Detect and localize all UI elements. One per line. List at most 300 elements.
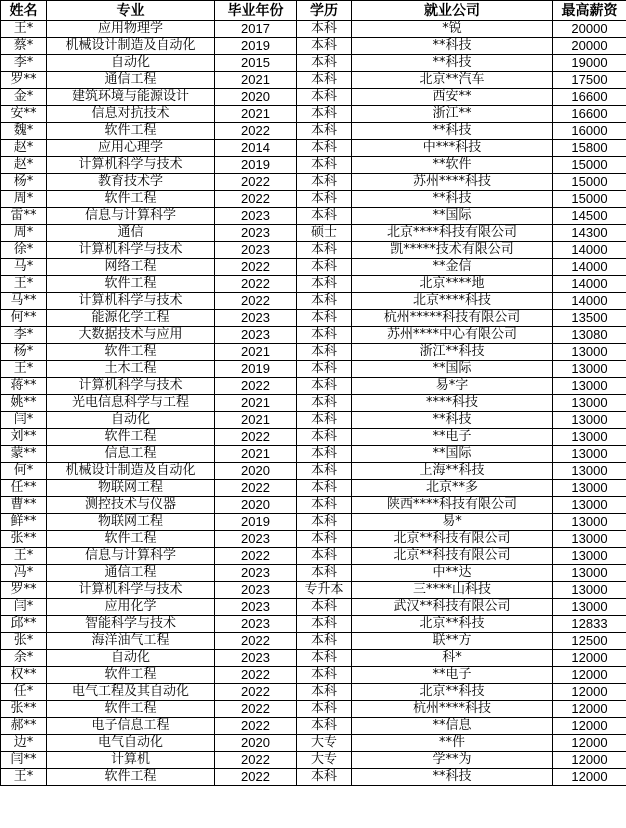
cell-major[interactable]: 软件工程 xyxy=(47,123,215,140)
cell-degree[interactable]: 本科 xyxy=(297,531,352,548)
table-row xyxy=(1,752,626,769)
cell-name[interactable]: 雷** xyxy=(1,208,47,225)
cell-graduation-year[interactable]: 2023 xyxy=(215,531,297,548)
cell-salary[interactable]: 14500 xyxy=(553,208,626,225)
cell-graduation-year[interactable]: 2023 xyxy=(215,225,297,242)
cell-company[interactable]: **电子 xyxy=(352,667,553,684)
cell-graduation-year[interactable]: 2022 xyxy=(215,667,297,684)
cell-company[interactable]: 易* xyxy=(352,514,553,531)
cell-salary[interactable]: 13000 xyxy=(553,599,626,616)
cell-salary[interactable]: 13000 xyxy=(553,463,626,480)
cell-company[interactable]: 北京****科技 xyxy=(352,293,553,310)
cell-major[interactable]: 计算机科学与技术 xyxy=(47,157,215,174)
cell-salary[interactable]: 12000 xyxy=(553,667,626,684)
cell-company[interactable]: 中**达 xyxy=(352,565,553,582)
cell-graduation-year[interactable]: 2020 xyxy=(215,89,297,106)
cell-major[interactable]: 软件工程 xyxy=(47,701,215,718)
cell-degree[interactable]: 专升本 xyxy=(297,582,352,599)
cell-degree[interactable]: 本科 xyxy=(297,565,352,582)
table-row xyxy=(1,38,626,55)
cell-graduation-year[interactable]: 2023 xyxy=(215,616,297,633)
cell-company[interactable]: 武汉**科技有限公司 xyxy=(352,599,553,616)
cell-major[interactable]: 智能科学与技术 xyxy=(47,616,215,633)
cell-company[interactable]: 北京**科技 xyxy=(352,616,553,633)
cell-name[interactable]: 任* xyxy=(1,684,47,701)
cell-company[interactable]: 上海**科技 xyxy=(352,463,553,480)
cell-degree[interactable]: 本科 xyxy=(297,412,352,429)
cell-degree[interactable]: 硕士 xyxy=(297,225,352,242)
cell-degree[interactable]: 大专 xyxy=(297,735,352,752)
header-salary[interactable]: 最高薪资 xyxy=(553,1,626,21)
cell-company[interactable]: 中***科技 xyxy=(352,140,553,157)
cell-name[interactable]: 李* xyxy=(1,55,47,72)
cell-major[interactable]: 计算机科学与技术 xyxy=(47,293,215,310)
cell-company[interactable]: 北京**多 xyxy=(352,480,553,497)
cell-degree[interactable]: 本科 xyxy=(297,769,352,786)
cell-salary[interactable]: 13000 xyxy=(553,395,626,412)
cell-major[interactable]: 信息与计算科学 xyxy=(47,208,215,225)
cell-company[interactable]: 凯*****技术有限公司 xyxy=(352,242,553,259)
cell-salary[interactable]: 13000 xyxy=(553,344,626,361)
cell-name[interactable]: 马* xyxy=(1,259,47,276)
cell-name[interactable]: 王* xyxy=(1,21,47,38)
cell-name[interactable]: 曹** xyxy=(1,497,47,514)
cell-major[interactable]: 土木工程 xyxy=(47,361,215,378)
header-major[interactable]: 专业 xyxy=(47,1,215,21)
cell-graduation-year[interactable]: 2020 xyxy=(215,463,297,480)
cell-salary[interactable]: 20000 xyxy=(553,38,626,55)
cell-major[interactable]: 海洋油气工程 xyxy=(47,633,215,650)
cell-company[interactable]: 北京**科技有限公司 xyxy=(352,531,553,548)
cell-name[interactable]: 杨* xyxy=(1,174,47,191)
cell-degree[interactable]: 本科 xyxy=(297,55,352,72)
cell-degree[interactable]: 本科 xyxy=(297,344,352,361)
cell-major[interactable]: 通信工程 xyxy=(47,565,215,582)
cell-salary[interactable]: 14000 xyxy=(553,242,626,259)
cell-graduation-year[interactable]: 2022 xyxy=(215,480,297,497)
cell-salary[interactable]: 12833 xyxy=(553,616,626,633)
cell-major[interactable]: 测控技术与仪器 xyxy=(47,497,215,514)
cell-salary[interactable]: 15000 xyxy=(553,191,626,208)
cell-degree[interactable]: 本科 xyxy=(297,327,352,344)
cell-major[interactable]: 教育技术学 xyxy=(47,174,215,191)
cell-company[interactable]: ****科技 xyxy=(352,395,553,412)
cell-salary[interactable]: 13000 xyxy=(553,378,626,395)
cell-name[interactable]: 王* xyxy=(1,769,47,786)
table-row xyxy=(1,582,626,599)
cell-company[interactable]: 陕西****科技有限公司 xyxy=(352,497,553,514)
cell-name[interactable]: 郝** xyxy=(1,718,47,735)
cell-major[interactable]: 网络工程 xyxy=(47,259,215,276)
cell-name[interactable]: 周* xyxy=(1,191,47,208)
cell-salary[interactable]: 13000 xyxy=(553,582,626,599)
cell-major[interactable]: 软件工程 xyxy=(47,769,215,786)
cell-salary[interactable]: 12000 xyxy=(553,769,626,786)
cell-degree[interactable]: 本科 xyxy=(297,293,352,310)
cell-company[interactable]: 西安** xyxy=(352,89,553,106)
cell-salary[interactable]: 16000 xyxy=(553,123,626,140)
cell-company[interactable]: **科技 xyxy=(352,55,553,72)
cell-major[interactable]: 建筑环境与能源设计 xyxy=(47,89,215,106)
cell-salary[interactable]: 13000 xyxy=(553,446,626,463)
cell-company[interactable]: **国际 xyxy=(352,361,553,378)
cell-major[interactable]: 计算机科学与技术 xyxy=(47,242,215,259)
cell-graduation-year[interactable]: 2021 xyxy=(215,395,297,412)
cell-company[interactable]: 学**为 xyxy=(352,752,553,769)
cell-name[interactable]: 蒙** xyxy=(1,446,47,463)
cell-graduation-year[interactable]: 2019 xyxy=(215,38,297,55)
cell-salary[interactable]: 13000 xyxy=(553,412,626,429)
cell-major[interactable]: 计算机科学与技术 xyxy=(47,582,215,599)
cell-name[interactable]: 赵* xyxy=(1,140,47,157)
cell-major[interactable]: 自动化 xyxy=(47,650,215,667)
cell-major[interactable]: 自动化 xyxy=(47,412,215,429)
cell-degree[interactable]: 本科 xyxy=(297,667,352,684)
cell-company[interactable]: 杭州*****科技有限公司 xyxy=(352,310,553,327)
cell-degree[interactable]: 本科 xyxy=(297,21,352,38)
cell-name[interactable]: 王* xyxy=(1,276,47,293)
cell-company[interactable]: **信息 xyxy=(352,718,553,735)
cell-company[interactable]: **金信 xyxy=(352,259,553,276)
cell-name[interactable]: 余* xyxy=(1,650,47,667)
cell-salary[interactable]: 15000 xyxy=(553,157,626,174)
cell-major[interactable]: 电气工程及其自动化 xyxy=(47,684,215,701)
cell-company[interactable]: **电子 xyxy=(352,429,553,446)
cell-graduation-year[interactable]: 2022 xyxy=(215,174,297,191)
cell-graduation-year[interactable]: 2022 xyxy=(215,378,297,395)
table-row xyxy=(1,395,626,412)
header-graduation-year[interactable]: 毕业年份 xyxy=(215,1,297,21)
cell-major[interactable]: 信息对抗技术 xyxy=(47,106,215,123)
cell-company[interactable]: **科技 xyxy=(352,769,553,786)
cell-salary[interactable]: 16600 xyxy=(553,106,626,123)
cell-major[interactable]: 机械设计制造及自动化 xyxy=(47,463,215,480)
cell-company[interactable]: 北京****科技有限公司 xyxy=(352,225,553,242)
cell-graduation-year[interactable]: 2023 xyxy=(215,310,297,327)
cell-degree[interactable]: 本科 xyxy=(297,208,352,225)
cell-graduation-year[interactable]: 2019 xyxy=(215,157,297,174)
cell-name[interactable]: 周* xyxy=(1,225,47,242)
cell-major[interactable]: 计算机 xyxy=(47,752,215,769)
cell-company[interactable]: 科* xyxy=(352,650,553,667)
cell-graduation-year[interactable]: 2022 xyxy=(215,718,297,735)
cell-graduation-year[interactable]: 2022 xyxy=(215,684,297,701)
cell-salary[interactable]: 13500 xyxy=(553,310,626,327)
cell-name[interactable]: 何** xyxy=(1,310,47,327)
cell-major[interactable]: 应用心理学 xyxy=(47,140,215,157)
cell-degree[interactable]: 本科 xyxy=(297,429,352,446)
cell-degree[interactable]: 本科 xyxy=(297,276,352,293)
cell-major[interactable]: 物联网工程 xyxy=(47,480,215,497)
cell-degree[interactable]: 本科 xyxy=(297,599,352,616)
cell-degree[interactable]: 本科 xyxy=(297,701,352,718)
cell-salary[interactable]: 13000 xyxy=(553,514,626,531)
cell-company[interactable]: 浙江** xyxy=(352,106,553,123)
cell-salary[interactable]: 13000 xyxy=(553,565,626,582)
cell-name[interactable]: 刘** xyxy=(1,429,47,446)
cell-major[interactable]: 电气自动化 xyxy=(47,735,215,752)
cell-company[interactable]: 联**方 xyxy=(352,633,553,650)
cell-graduation-year[interactable]: 2021 xyxy=(215,72,297,89)
table-row xyxy=(1,378,626,395)
cell-name[interactable]: 魏* xyxy=(1,123,47,140)
cell-name[interactable]: 权** xyxy=(1,667,47,684)
cell-graduation-year[interactable]: 2023 xyxy=(215,242,297,259)
table-row xyxy=(1,735,626,752)
cell-company[interactable]: 苏州****中心有限公司 xyxy=(352,327,553,344)
cell-name[interactable]: 冯* xyxy=(1,565,47,582)
cell-salary[interactable]: 12000 xyxy=(553,650,626,667)
cell-company[interactable]: 浙江**科技 xyxy=(352,344,553,361)
cell-graduation-year[interactable]: 2022 xyxy=(215,548,297,565)
cell-company[interactable]: 北京****地 xyxy=(352,276,553,293)
cell-degree[interactable]: 本科 xyxy=(297,633,352,650)
table-row xyxy=(1,650,626,667)
cell-graduation-year[interactable]: 2021 xyxy=(215,344,297,361)
cell-graduation-year[interactable]: 2022 xyxy=(215,191,297,208)
cell-salary[interactable]: 14300 xyxy=(553,225,626,242)
cell-company[interactable]: 易*字 xyxy=(352,378,553,395)
table-row xyxy=(1,480,626,497)
cell-degree[interactable]: 本科 xyxy=(297,259,352,276)
cell-graduation-year[interactable]: 2022 xyxy=(215,429,297,446)
table-row xyxy=(1,55,626,72)
cell-graduation-year[interactable]: 2022 xyxy=(215,276,297,293)
cell-graduation-year[interactable]: 2023 xyxy=(215,327,297,344)
cell-degree[interactable]: 本科 xyxy=(297,242,352,259)
cell-major[interactable]: 软件工程 xyxy=(47,531,215,548)
cell-major[interactable]: 信息工程 xyxy=(47,446,215,463)
cell-salary[interactable]: 14000 xyxy=(553,293,626,310)
cell-degree[interactable]: 本科 xyxy=(297,463,352,480)
cell-salary[interactable]: 15800 xyxy=(553,140,626,157)
cell-name[interactable]: 邱** xyxy=(1,616,47,633)
table-row xyxy=(1,531,626,548)
table-row xyxy=(1,191,626,208)
cell-degree[interactable]: 本科 xyxy=(297,140,352,157)
cell-degree[interactable]: 本科 xyxy=(297,123,352,140)
cell-degree[interactable]: 本科 xyxy=(297,650,352,667)
cell-degree[interactable]: 本科 xyxy=(297,718,352,735)
cell-salary[interactable]: 13000 xyxy=(553,480,626,497)
cell-name[interactable]: 王* xyxy=(1,361,47,378)
cell-graduation-year[interactable]: 2021 xyxy=(215,412,297,429)
cell-company[interactable]: **国际 xyxy=(352,208,553,225)
cell-graduation-year[interactable]: 2020 xyxy=(215,735,297,752)
table-row xyxy=(1,684,626,701)
cell-company[interactable]: **科技 xyxy=(352,412,553,429)
cell-degree[interactable]: 本科 xyxy=(297,378,352,395)
cell-major[interactable]: 软件工程 xyxy=(47,344,215,361)
table-row xyxy=(1,327,626,344)
table-row xyxy=(1,446,626,463)
table-body xyxy=(1,21,626,786)
cell-name[interactable]: 罗** xyxy=(1,72,47,89)
cell-graduation-year[interactable]: 2023 xyxy=(215,650,297,667)
cell-degree[interactable]: 本科 xyxy=(297,174,352,191)
cell-salary[interactable]: 12000 xyxy=(553,735,626,752)
cell-name[interactable]: 李* xyxy=(1,327,47,344)
cell-major[interactable]: 自动化 xyxy=(47,55,215,72)
cell-salary[interactable]: 13000 xyxy=(553,361,626,378)
cell-degree[interactable]: 本科 xyxy=(297,446,352,463)
cell-company[interactable]: **科技 xyxy=(352,123,553,140)
cell-graduation-year[interactable]: 2023 xyxy=(215,599,297,616)
cell-salary[interactable]: 16600 xyxy=(553,89,626,106)
cell-degree[interactable]: 本科 xyxy=(297,395,352,412)
table-row xyxy=(1,293,626,310)
cell-degree[interactable]: 本科 xyxy=(297,38,352,55)
cell-major[interactable]: 应用化学 xyxy=(47,599,215,616)
cell-graduation-year[interactable]: 2023 xyxy=(215,582,297,599)
table-row xyxy=(1,718,626,735)
cell-company[interactable]: **件 xyxy=(352,735,553,752)
table-row xyxy=(1,344,626,361)
cell-graduation-year[interactable]: 2014 xyxy=(215,140,297,157)
cell-name[interactable]: 蔡* xyxy=(1,38,47,55)
table-row xyxy=(1,21,626,38)
table-row xyxy=(1,225,626,242)
cell-graduation-year[interactable]: 2023 xyxy=(215,208,297,225)
cell-salary[interactable]: 12000 xyxy=(553,718,626,735)
cell-salary[interactable]: 13000 xyxy=(553,531,626,548)
cell-salary[interactable]: 13000 xyxy=(553,497,626,514)
cell-name[interactable]: 张** xyxy=(1,701,47,718)
cell-graduation-year[interactable]: 2021 xyxy=(215,446,297,463)
cell-graduation-year[interactable]: 2022 xyxy=(215,752,297,769)
cell-name[interactable]: 闫** xyxy=(1,752,47,769)
cell-name[interactable]: 鲜** xyxy=(1,514,47,531)
table-row xyxy=(1,616,626,633)
cell-salary[interactable]: 19000 xyxy=(553,55,626,72)
cell-salary[interactable]: 20000 xyxy=(553,21,626,38)
cell-company[interactable]: **科技 xyxy=(352,191,553,208)
cell-major[interactable]: 物联网工程 xyxy=(47,514,215,531)
cell-major[interactable]: 能源化学工程 xyxy=(47,310,215,327)
cell-name[interactable]: 闫* xyxy=(1,412,47,429)
cell-major[interactable]: 软件工程 xyxy=(47,276,215,293)
cell-company[interactable]: 杭州****科技 xyxy=(352,701,553,718)
cell-degree[interactable]: 本科 xyxy=(297,361,352,378)
table-row xyxy=(1,208,626,225)
cell-graduation-year[interactable]: 2015 xyxy=(215,55,297,72)
cell-name[interactable]: 任** xyxy=(1,480,47,497)
cell-degree[interactable]: 本科 xyxy=(297,616,352,633)
cell-graduation-year[interactable]: 2022 xyxy=(215,633,297,650)
cell-major[interactable]: 应用物理学 xyxy=(47,21,215,38)
cell-major[interactable]: 通信 xyxy=(47,225,215,242)
cell-salary[interactable]: 12500 xyxy=(553,633,626,650)
cell-salary[interactable]: 12000 xyxy=(553,684,626,701)
table-row xyxy=(1,599,626,616)
cell-name[interactable]: 蒋** xyxy=(1,378,47,395)
cell-company[interactable]: *锐 xyxy=(352,21,553,38)
cell-name[interactable]: 边* xyxy=(1,735,47,752)
cell-major[interactable]: 机械设计制造及自动化 xyxy=(47,38,215,55)
cell-graduation-year[interactable]: 2023 xyxy=(215,565,297,582)
cell-salary[interactable]: 13080 xyxy=(553,327,626,344)
cell-name[interactable]: 闫* xyxy=(1,599,47,616)
cell-name[interactable]: 杨* xyxy=(1,344,47,361)
cell-graduation-year[interactable]: 2021 xyxy=(215,106,297,123)
cell-graduation-year[interactable]: 2022 xyxy=(215,701,297,718)
cell-degree[interactable]: 本科 xyxy=(297,191,352,208)
cell-company[interactable]: **国际 xyxy=(352,446,553,463)
cell-degree[interactable]: 本科 xyxy=(297,497,352,514)
cell-graduation-year[interactable]: 2020 xyxy=(215,497,297,514)
cell-graduation-year[interactable]: 2022 xyxy=(215,259,297,276)
cell-degree[interactable]: 本科 xyxy=(297,310,352,327)
cell-company[interactable]: 苏州****科技 xyxy=(352,174,553,191)
cell-company[interactable]: **软件 xyxy=(352,157,553,174)
cell-name[interactable]: 张* xyxy=(1,633,47,650)
cell-major[interactable]: 电子信息工程 xyxy=(47,718,215,735)
cell-graduation-year[interactable]: 2022 xyxy=(215,293,297,310)
cell-salary[interactable]: 13000 xyxy=(553,429,626,446)
cell-company[interactable]: 北京**科技有限公司 xyxy=(352,548,553,565)
cell-salary[interactable]: 12000 xyxy=(553,752,626,769)
cell-name[interactable]: 王* xyxy=(1,548,47,565)
cell-degree[interactable]: 本科 xyxy=(297,106,352,123)
cell-graduation-year[interactable]: 2019 xyxy=(215,514,297,531)
cell-name[interactable]: 徐* xyxy=(1,242,47,259)
cell-major[interactable]: 信息与计算科学 xyxy=(47,548,215,565)
cell-salary[interactable]: 13000 xyxy=(553,548,626,565)
cell-major[interactable]: 通信工程 xyxy=(47,72,215,89)
cell-degree[interactable]: 本科 xyxy=(297,157,352,174)
cell-name[interactable]: 何* xyxy=(1,463,47,480)
table-row xyxy=(1,123,626,140)
cell-name[interactable]: 马** xyxy=(1,293,47,310)
header-degree[interactable]: 学历 xyxy=(297,1,352,21)
cell-degree[interactable]: 本科 xyxy=(297,514,352,531)
cell-degree[interactable]: 本科 xyxy=(297,548,352,565)
cell-company[interactable]: 三****山科技 xyxy=(352,582,553,599)
cell-graduation-year[interactable]: 2017 xyxy=(215,21,297,38)
cell-salary[interactable]: 14000 xyxy=(553,276,626,293)
cell-major[interactable]: 光电信息科学与工程 xyxy=(47,395,215,412)
cell-major[interactable]: 计算机科学与技术 xyxy=(47,378,215,395)
cell-name[interactable]: 张** xyxy=(1,531,47,548)
cell-salary[interactable]: 17500 xyxy=(553,72,626,89)
cell-major[interactable]: 软件工程 xyxy=(47,191,215,208)
header-name[interactable]: 姓名 xyxy=(1,1,47,21)
cell-degree[interactable]: 本科 xyxy=(297,89,352,106)
cell-salary[interactable]: 12000 xyxy=(553,701,626,718)
cell-graduation-year[interactable]: 2022 xyxy=(215,123,297,140)
cell-graduation-year[interactable]: 2019 xyxy=(215,361,297,378)
cell-company[interactable]: **科技 xyxy=(352,38,553,55)
cell-major[interactable]: 软件工程 xyxy=(47,667,215,684)
cell-name[interactable]: 安** xyxy=(1,106,47,123)
cell-name[interactable]: 赵* xyxy=(1,157,47,174)
cell-degree[interactable]: 本科 xyxy=(297,72,352,89)
cell-degree[interactable]: 大专 xyxy=(297,752,352,769)
cell-salary[interactable]: 15000 xyxy=(553,174,626,191)
cell-name[interactable]: 罗** xyxy=(1,582,47,599)
cell-graduation-year[interactable]: 2022 xyxy=(215,769,297,786)
cell-major[interactable]: 大数据技术与应用 xyxy=(47,327,215,344)
cell-salary[interactable]: 14000 xyxy=(553,259,626,276)
cell-degree[interactable]: 本科 xyxy=(297,684,352,701)
cell-major[interactable]: 软件工程 xyxy=(47,429,215,446)
cell-company[interactable]: 北京**汽车 xyxy=(352,72,553,89)
header-company[interactable]: 就业公司 xyxy=(352,1,553,21)
cell-company[interactable]: 北京**科技 xyxy=(352,684,553,701)
cell-name[interactable]: 姚** xyxy=(1,395,47,412)
cell-degree[interactable]: 本科 xyxy=(297,480,352,497)
cell-name[interactable]: 金* xyxy=(1,89,47,106)
